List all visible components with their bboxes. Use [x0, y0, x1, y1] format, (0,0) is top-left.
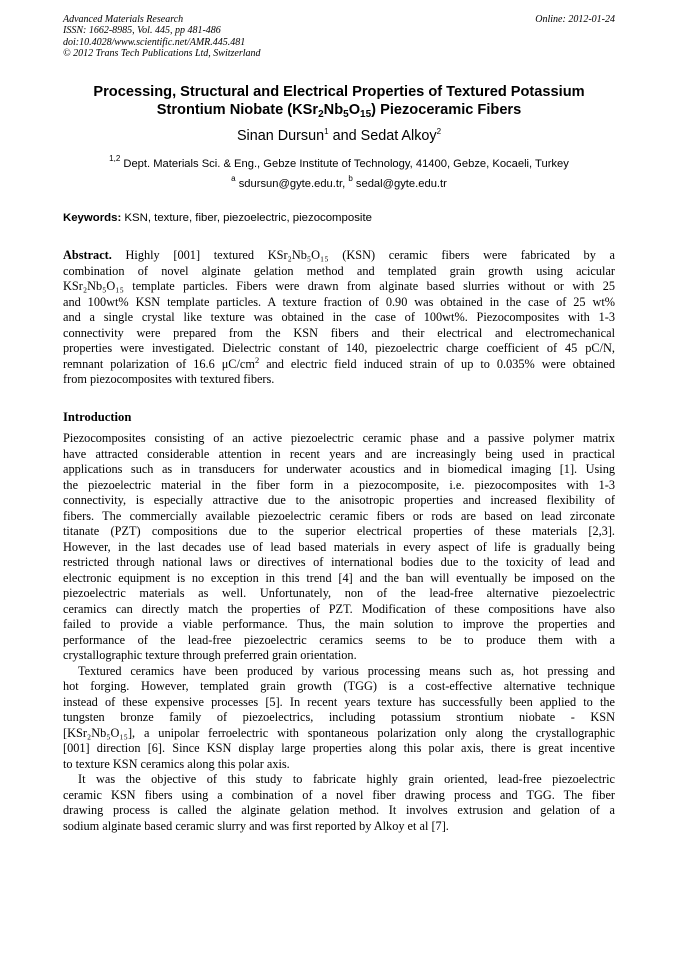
- author-list: Sinan Dursun$^1$ and Sedat Alkoy$^2$: [236, 127, 442, 144]
- intro-line: have attracted considerable attention in recent years and are increasingly being used in practical: [63, 446, 615, 461]
- abstract-line: remnant polarization of 16.6 $\mu C/cm^2$ and electric field induced strain of up to 0.035% were obtained: [63, 354, 615, 371]
- abstract-line: Abstract. Highly [001] textured KSr₂Nb₅O₁₅ (KSN) ceramic fibers were fabricated by a: [63, 248, 615, 262]
- keywords: [63, 211, 615, 225]
- intro-line: piezoelectric materials as well. Unfortunately, non of the lead-free alternative piezoelectric: [63, 586, 615, 600]
- copyright-line: © 2012 Trans Tech Publications Ltd, Switzerland: [63, 48, 261, 60]
- introduction-body: [63, 431, 615, 834]
- abstract-line: KSr₂Nb₅O₁₅ template particles. Fibers were drawn from alginate based slurries without or with 25: [63, 279, 615, 293]
- title-line-1: Processing, Structural and Electrical Properties of Textured Potassium: [93, 84, 585, 100]
- affiliation: $^{1,2}$ Dept. Materials Sci. & Eng., Gebze Institute of Technology, 41400, Gebze, Kocaeli, Turkey: [109, 154, 569, 170]
- email-b[interactable]: sedal@gyte.edu.tr: [352, 178, 447, 190]
- intro-line: It was the objective of this study to fabricate highly grain oriented, lead-free piezoelectric: [78, 772, 615, 786]
- intro-line: Textured ceramics have been produced by various processing means such as, hot pressing and: [78, 663, 615, 678]
- intro-line: titanate (PZT) compositions due to the superior electrical properties of these materials [2,3].: [63, 524, 615, 538]
- author-2: and Sedat Alkoy: [328, 128, 437, 144]
- intro-line: the piezoelectric material in the fiber form in a piezocomposite, i.e. piezocomposites with 1-3: [63, 477, 615, 492]
- intro-line: ceramic KSN fibers using a combination of a novel fiber drawing process and TGG. The fiber: [63, 787, 615, 802]
- intro-line: to texture KSN ceramics along this polar axis.: [63, 756, 290, 771]
- intro-line: instead of these expensive processes [5]. In recent years texture has successfully been applied to the: [63, 694, 615, 709]
- intro-line: electronic equipment is no exception in this trend [4] and the ban will eventually be imposed on the: [63, 570, 615, 585]
- email-a[interactable]: sdursun@gyte.edu.tr,: [235, 178, 349, 190]
- section-heading-introduction: Introduction: [63, 410, 132, 424]
- intro-line: fibers. The commercially available piezoelectric ceramic fibers or rods are based on lead zirconate: [63, 508, 615, 523]
- online-date: Online: 2012-01-24: [535, 14, 615, 25]
- intro-line: performance of the lead-free piezoelectric ceramics seems to be to produce them with a: [63, 632, 615, 647]
- intro-line: restricted through national laws or directives of international bodies due to the toxicity of lead and: [63, 555, 615, 569]
- intro-line: sodium alginate based ceramic slurry and was first reported by Alkoy et al [7].: [63, 818, 449, 833]
- intro-line: connectivity, is especially attractive due to the anisotropic properties and increased flexibility of: [63, 493, 615, 507]
- intro-line: applications such as in transducers for underwater acoustics and in biomedical imaging [1]. Using: [63, 462, 615, 476]
- keywords-text: KSN, texture, fiber, piezoelectric, piezocomposite: [121, 212, 372, 224]
- issn-line: ISSN: 1662-8985, Vol. 445, pp 481-486: [63, 25, 221, 37]
- doi-line[interactable]: doi:10.4028/www.scientific.net/AMR.445.481: [63, 36, 246, 48]
- intro-line: [001] direction [6]. Since KSN display large properties along this polar axis, there is great incentive: [63, 741, 615, 755]
- abstract: [63, 248, 615, 388]
- abstract-line: combination of novel alginate gelation method and templated grain growth using acicular: [63, 263, 615, 278]
- keywords-label: Keywords:: [63, 212, 122, 224]
- abstract-line: properties were investigated. Dielectric constant of 140, piezoelectric charge coefficient of 45 pC/N,: [63, 341, 615, 355]
- abstract-line: and a single crystal like texture was obtained in the case of 100wt%. Piezocomposites with 1-3: [63, 310, 615, 324]
- journal-name: Advanced Materials Research: [63, 14, 184, 25]
- author-emails: $^a$ sdursun@gyte.edu.tr, $^b$ sedal@gyte.edu.tr: [231, 174, 447, 190]
- abstract-line: connectivity were prepared from the KSN fibers and their electrical and electromechanical: [63, 325, 615, 340]
- intro-line: hot forging. However, templated grain growth (TGG) is a cost-effective alternative technique: [63, 679, 615, 693]
- intro-line: tungsten bronze family of piezoelectrics, including potassium strontium niobate - KSN: [63, 710, 615, 724]
- abstract-line: from piezocomposites with textured fibers.: [63, 372, 275, 386]
- intro-line: drawing process is called the alginate gelation method. It involves extrusion and gelation of a: [63, 803, 615, 817]
- intro-line: failed to provide a viable performance. Thus, the main solution to improve the properties and: [63, 617, 615, 631]
- paper-title: [40, 83, 638, 119]
- author-1: Sinan Dursun: [236, 128, 325, 144]
- intro-line: Piezocomposites consisting of an active piezoelectric ceramic phase and a passive polymer matrix: [63, 431, 615, 445]
- title-line-2: Strontium Niobate $(KSr_2Nb_5O_{15})$ Piezoceramic Fibers: [156, 102, 522, 120]
- abstract-label: Abstract.: [63, 248, 112, 262]
- journal-header: [63, 14, 261, 60]
- intro-line: crystallographic texture through preferred grain orientation.: [63, 648, 357, 662]
- intro-line: ceramics can directly match the properties of PZT. Modification of these compositions have also: [63, 601, 615, 616]
- abstract-line: and 100wt% KSN template particles. A texture fraction of 0.90 was obtained in the case of 25 wt%: [63, 294, 615, 309]
- intro-line: [KSr₂Nb₅O₁₅], a unipolar ferroelectric with spontaneous polarization only along the crystallographic: [63, 725, 615, 740]
- intro-line: However, in the last decades use of lead based materials in every aspect of life is gradually being: [63, 539, 615, 554]
